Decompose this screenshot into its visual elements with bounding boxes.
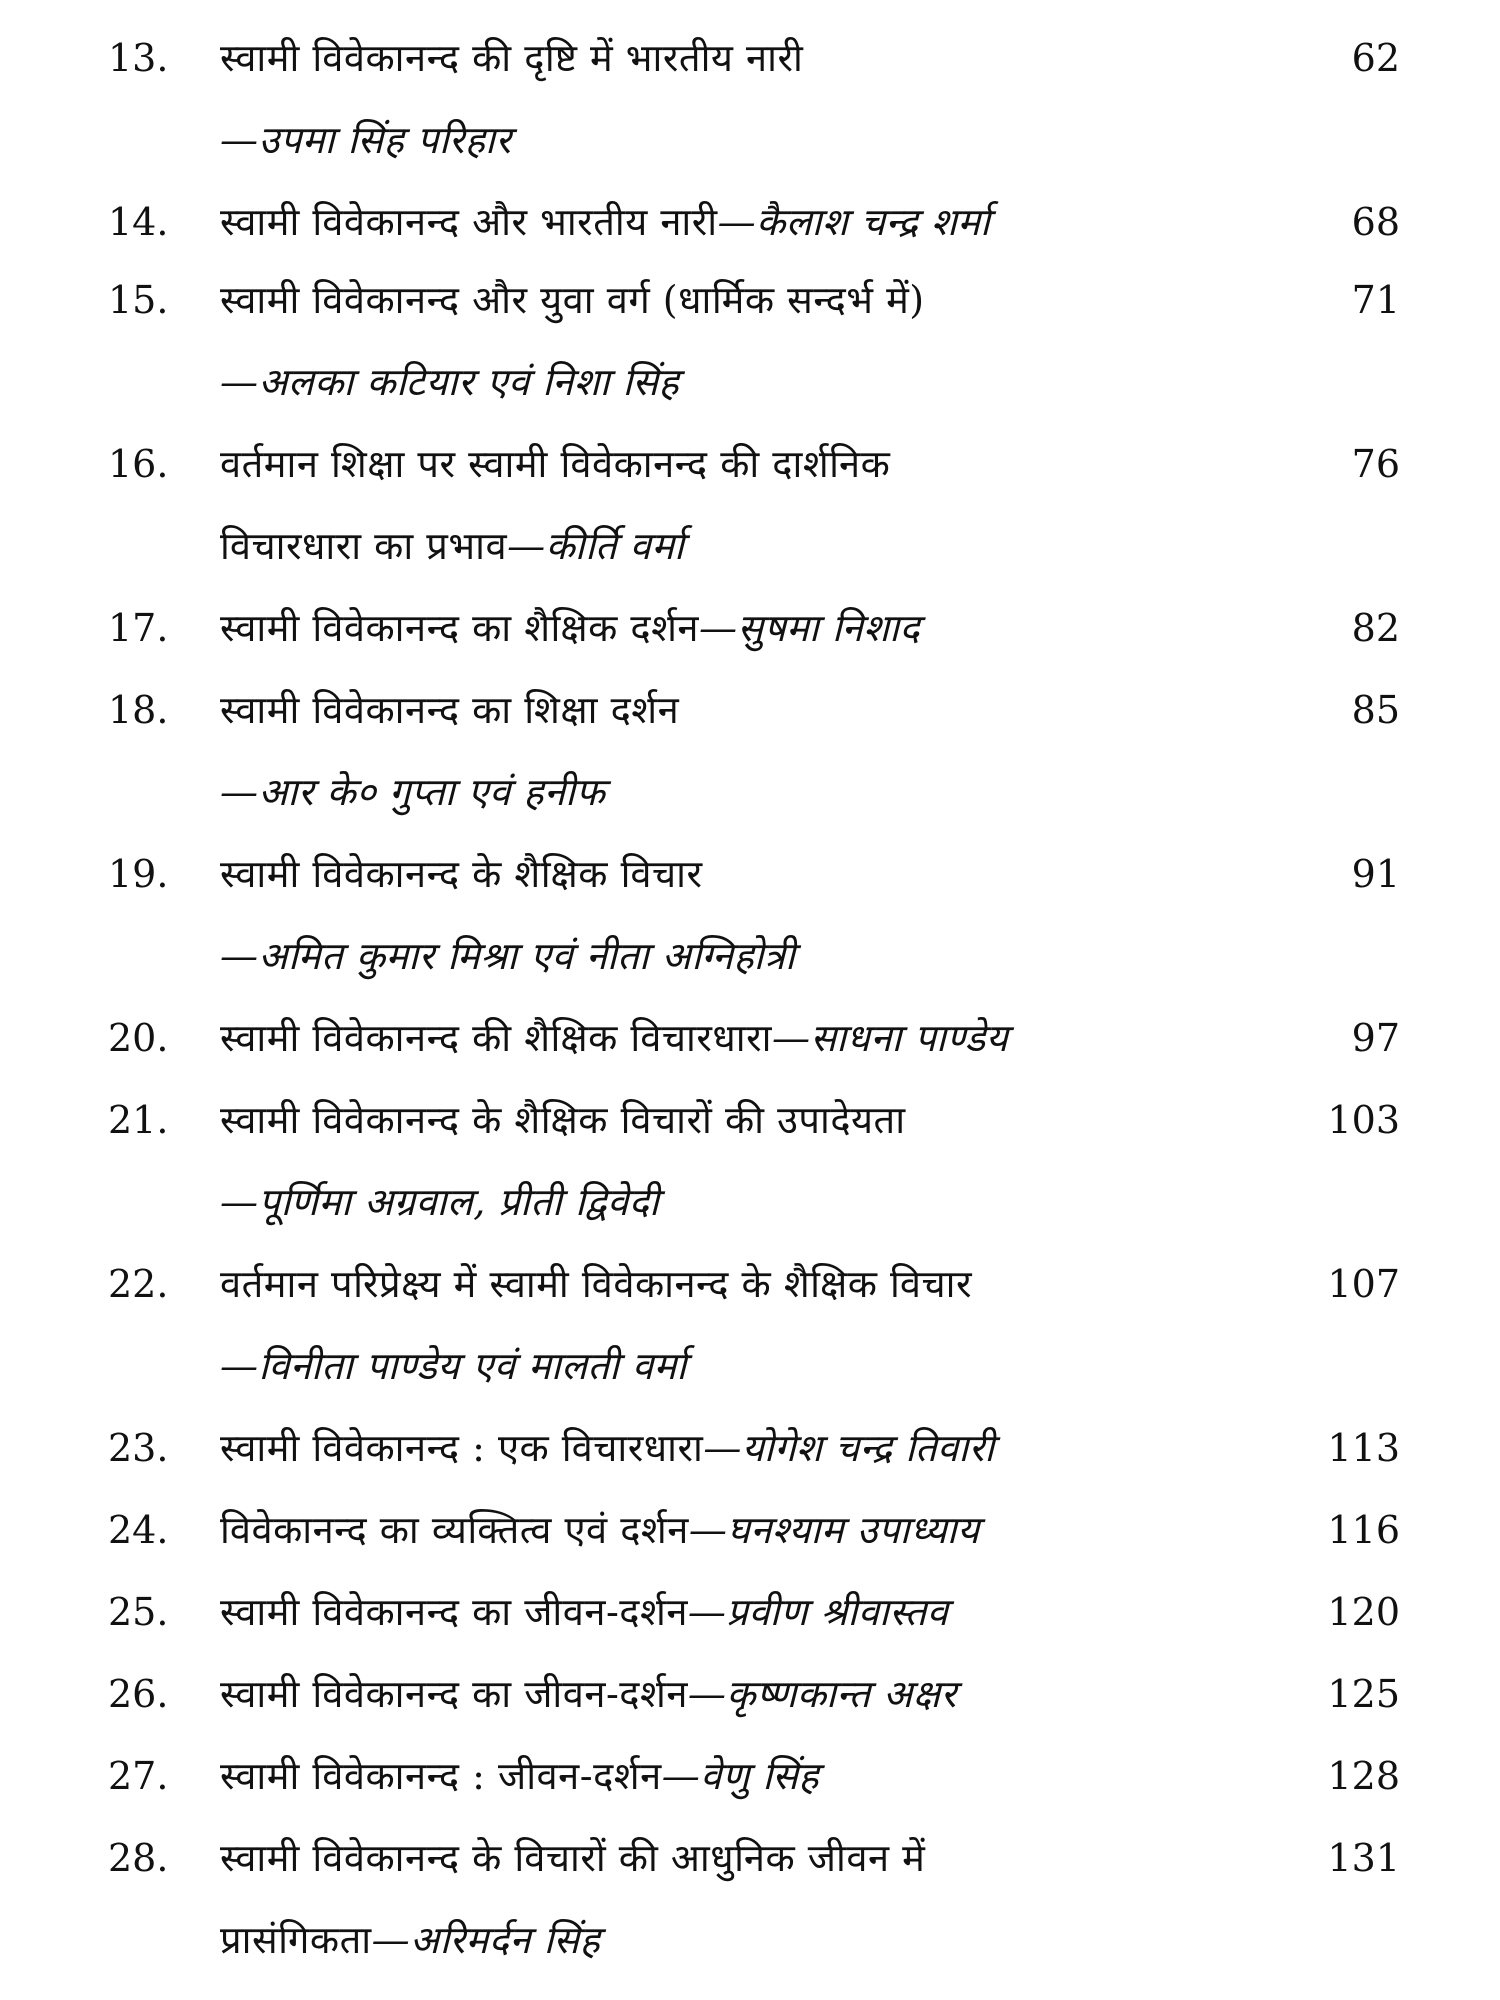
page-number: 113 [1327, 1426, 1400, 1470]
entry-author: —अमित कुमार मिश्रा एवं नीता अग्निहोत्री [220, 934, 796, 978]
toc-entry-line [0, 1582, 1500, 1642]
entry-text [220, 1336, 687, 1396]
page-number: 91 [1351, 852, 1400, 896]
entry-title: स्वामी विवेकानन्द का जीवन-दर्शन [220, 1590, 688, 1634]
entry-title: स्वामी विवेकानन्द और युवा वर्ग (धार्मिक सन्दर्भ में) [220, 278, 925, 322]
entry-number: 19. [108, 852, 169, 896]
entry-title: वर्तमान शिक्षा पर स्वामी विवेकानन्द की दार्शनिक [220, 442, 891, 486]
entry-title: स्वामी विवेकानन्द का जीवन-दर्शन [220, 1672, 688, 1716]
toc-entry-line [0, 762, 1500, 822]
page-number: 85 [1351, 688, 1400, 732]
toc-entry-line [0, 680, 1500, 740]
entry-text [220, 1664, 957, 1724]
toc-entry-line [0, 1664, 1500, 1724]
entry-text [220, 516, 684, 576]
entry-text [220, 1172, 659, 1232]
entry-author: —आर के० गुप्ता एवं हनीफ [220, 770, 606, 814]
entry-text [220, 110, 511, 170]
entry-text [220, 680, 679, 740]
entry-title: प्रासंगिकता [220, 1918, 372, 1962]
entry-title: स्वामी विवेकानन्द के शैक्षिक विचार [220, 852, 703, 896]
toc-entry-line [0, 1746, 1500, 1806]
entry-title: स्वामी विवेकानन्द और भारतीय नारी [220, 200, 718, 244]
page-number: 131 [1327, 1836, 1400, 1880]
entry-text [220, 926, 795, 986]
toc-entry-line [0, 926, 1500, 986]
toc-entry-line [0, 270, 1500, 330]
entry-text [220, 1500, 980, 1560]
entry-text [220, 270, 925, 330]
page-number: 62 [1351, 36, 1400, 80]
page-number: 125 [1327, 1672, 1400, 1716]
entry-title: स्वामी विवेकानन्द की शैक्षिक विचारधारा [220, 1016, 772, 1060]
entry-text [220, 192, 990, 252]
entry-number: 16. [108, 442, 169, 486]
entry-number: 25. [108, 1590, 169, 1634]
entry-text [220, 1746, 819, 1806]
entry-title: स्वामी विवेकानन्द : एक विचारधारा [220, 1426, 704, 1470]
page-number: 128 [1327, 1754, 1400, 1798]
toc-entry-line [0, 1418, 1500, 1478]
toc-entry-line [0, 1172, 1500, 1232]
page-number: 71 [1351, 278, 1400, 322]
entry-author: —अलका कटियार एवं निशा सिंह [220, 360, 680, 404]
entry-author: —वेणु सिंह [661, 1754, 820, 1798]
entry-text [220, 1582, 948, 1642]
entry-title: स्वामी विवेकानन्द : जीवन-दर्शन [220, 1754, 662, 1798]
toc-entry-line [0, 598, 1500, 658]
page-number: 107 [1327, 1262, 1400, 1306]
entry-author: —उपमा सिंह परिहार [220, 118, 512, 162]
entry-author: —अरिमर्दन सिंह [371, 1918, 601, 1962]
entry-title: स्वामी विवेकानन्द का शैक्षिक दर्शन [220, 606, 700, 650]
entry-title: वर्तमान परिप्रेक्ष्य में स्वामी विवेकानन्द के शैक्षिक विचार [220, 1262, 972, 1306]
entry-number: 17. [108, 606, 169, 650]
entry-title: स्वामी विवेकानन्द का शिक्षा दर्शन [220, 688, 680, 732]
entry-text [220, 434, 890, 494]
page-number: 116 [1327, 1508, 1400, 1552]
entry-title: स्वामी विवेकानन्द की दृष्टि में भारतीय नारी [220, 36, 804, 80]
entry-text [220, 1418, 995, 1478]
toc-entry-line [0, 1910, 1500, 1970]
entry-number: 28. [108, 1836, 169, 1880]
entry-number: 18. [108, 688, 169, 732]
toc-entry-line [0, 1336, 1500, 1396]
entry-number: 15. [108, 278, 169, 322]
toc-entry-line [0, 1254, 1500, 1314]
entry-author: —सुषमा निशाद [699, 606, 921, 650]
entry-text [220, 598, 920, 658]
entry-number: 24. [108, 1508, 169, 1552]
entry-number: 23. [108, 1426, 169, 1470]
page-number: 76 [1351, 442, 1400, 486]
toc-entry-line [0, 844, 1500, 904]
page-number: 120 [1327, 1590, 1400, 1634]
toc-entry-line [0, 28, 1500, 88]
entry-author: —घनश्याम उपाध्याय [688, 1508, 980, 1552]
entry-author: —कृष्णकान्त अक्षर [687, 1672, 957, 1716]
toc-entry-line [0, 1008, 1500, 1068]
toc-entry-line [0, 434, 1500, 494]
page-number: 82 [1351, 606, 1400, 650]
toc-entry-line [0, 352, 1500, 412]
page-number: 97 [1351, 1016, 1400, 1060]
entry-author: —योगेश चन्द्र तिवारी [703, 1426, 995, 1470]
entry-title: विवेकानन्द का व्यक्तित्व एवं दर्शन [220, 1508, 689, 1552]
entry-number: 20. [108, 1016, 169, 1060]
entry-text [220, 1910, 600, 1970]
entry-number: 22. [108, 1262, 169, 1306]
entry-author: —कैलाश चन्द्र शर्मा [717, 200, 991, 244]
entry-title: विचारधारा का प्रभाव [220, 524, 508, 568]
entry-text [220, 352, 679, 412]
entry-text [220, 844, 703, 904]
entry-text [220, 1828, 925, 1888]
entry-number: 14. [108, 200, 169, 244]
entry-text [220, 28, 803, 88]
entry-text [220, 1008, 1008, 1068]
toc-entry-line [0, 1828, 1500, 1888]
entry-author: —साधना पाण्डेय [772, 1016, 1009, 1060]
entry-author: —विनीता पाण्डेय एवं मालती वर्मा [220, 1344, 687, 1388]
entry-title: स्वामी विवेकानन्द के शैक्षिक विचारों की उपादेयता [220, 1098, 906, 1142]
entry-number: 13. [108, 36, 169, 80]
toc-entry-line [0, 192, 1500, 252]
entry-number: 21. [108, 1098, 169, 1142]
entry-text [220, 1090, 906, 1150]
entry-number: 26. [108, 1672, 169, 1716]
toc-entry-line [0, 516, 1500, 576]
toc-entry-line [0, 1090, 1500, 1150]
entry-author: —पूर्णिमा अग्रवाल, प्रीती द्विवेदी [220, 1180, 660, 1224]
page-number: 68 [1351, 200, 1400, 244]
entry-number: 27. [108, 1754, 169, 1798]
entry-author: —कीर्ति वर्मा [507, 524, 685, 568]
entry-text [220, 1254, 972, 1314]
entry-title: स्वामी विवेकानन्द के विचारों की आधुनिक जीवन में [220, 1836, 926, 1880]
entry-text [220, 762, 605, 822]
toc-entry-line [0, 110, 1500, 170]
entry-author: —प्रवीण श्रीवास्तव [687, 1590, 949, 1634]
page-number: 103 [1327, 1098, 1400, 1142]
toc-entry-line [0, 1500, 1500, 1560]
